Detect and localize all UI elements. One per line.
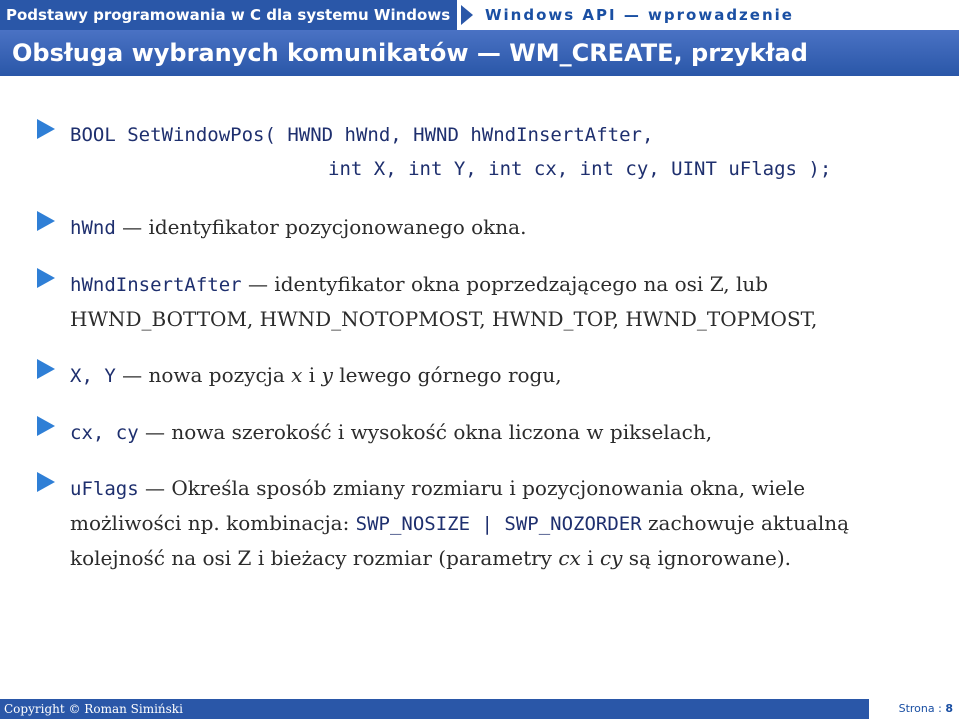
header-bar	[0, 0, 959, 30]
var-y: y	[321, 363, 333, 387]
var-cx: cx	[558, 546, 581, 570]
bullet-arrow-icon	[36, 358, 56, 380]
bullet-arrow-icon	[36, 267, 56, 289]
function-signature-line2: int X, int Y, int cx, int cy, UINT uFlags );	[328, 158, 832, 180]
param-description-line3: kolejność na osi Z i bieżacy rozmiar (parametry	[70, 546, 559, 570]
param-name: uFlags	[70, 478, 139, 500]
param-name: hWnd	[70, 217, 116, 239]
var-x: x	[291, 363, 303, 387]
list-item	[36, 358, 562, 393]
param-description: — nowa pozycja	[115, 363, 292, 387]
flag-combination: SWP_NOSIZE | SWP_NOZORDER	[355, 513, 642, 535]
param-description-line3-end: są ignorowane).	[622, 546, 791, 570]
list-item	[36, 415, 712, 450]
param-description-line2-end: zachowuje aktualną	[641, 511, 850, 535]
param-name: cx, cy	[70, 422, 139, 444]
param-description: — nowa szerokość i wysokość okna liczona w pikselach,	[138, 420, 713, 444]
footer-bar	[0, 699, 959, 719]
copyright-text: Copyright © Roman Simiński	[4, 702, 183, 716]
bullet-arrow-icon	[36, 471, 56, 493]
conjunction: i	[580, 546, 600, 570]
param-description: — identyfikator pozycjonowanego okna.	[115, 215, 527, 239]
course-title: Podstawy programowania w C dla systemu Windows	[0, 0, 457, 30]
list-item	[36, 267, 817, 336]
function-signature-line1: BOOL SetWindowPos( HWND hWnd, HWND hWndInsertAfter,	[70, 124, 654, 146]
chevron-right-icon	[457, 0, 479, 30]
page-number: 8	[945, 702, 953, 715]
var-cy: cy	[599, 546, 623, 570]
param-description-line2: możliwości np. kombinacja:	[70, 511, 356, 535]
param-name: X, Y	[70, 365, 116, 387]
bullet-arrow-icon	[36, 415, 56, 437]
slide-title: Obsługa wybranych komunikatów — WM_CREATE, przykład	[0, 30, 959, 76]
bullet-arrow-icon	[36, 210, 56, 232]
list-item	[36, 118, 831, 186]
conjunction: i	[302, 363, 322, 387]
param-name: hWndInsertAfter	[70, 274, 242, 296]
param-description-end: lewego górnego rogu,	[332, 363, 562, 387]
param-description: — Określa sposób zmiany rozmiaru i pozycjonowania okna, wiele	[138, 476, 806, 500]
param-description: — identyfikator okna poprzedzającego na osi Z, lub	[241, 272, 769, 296]
section-title: Windows API — wprowadzenie	[479, 0, 959, 30]
list-item	[36, 210, 526, 245]
page-label: Strona :	[898, 702, 942, 715]
list-item	[36, 471, 849, 575]
bullet-arrow-icon	[36, 118, 56, 140]
param-constants: HWND_BOTTOM, HWND_NOTOPMOST, HWND_TOP, HWND_TOPMOST,	[70, 307, 818, 331]
page-indicator	[869, 699, 959, 719]
